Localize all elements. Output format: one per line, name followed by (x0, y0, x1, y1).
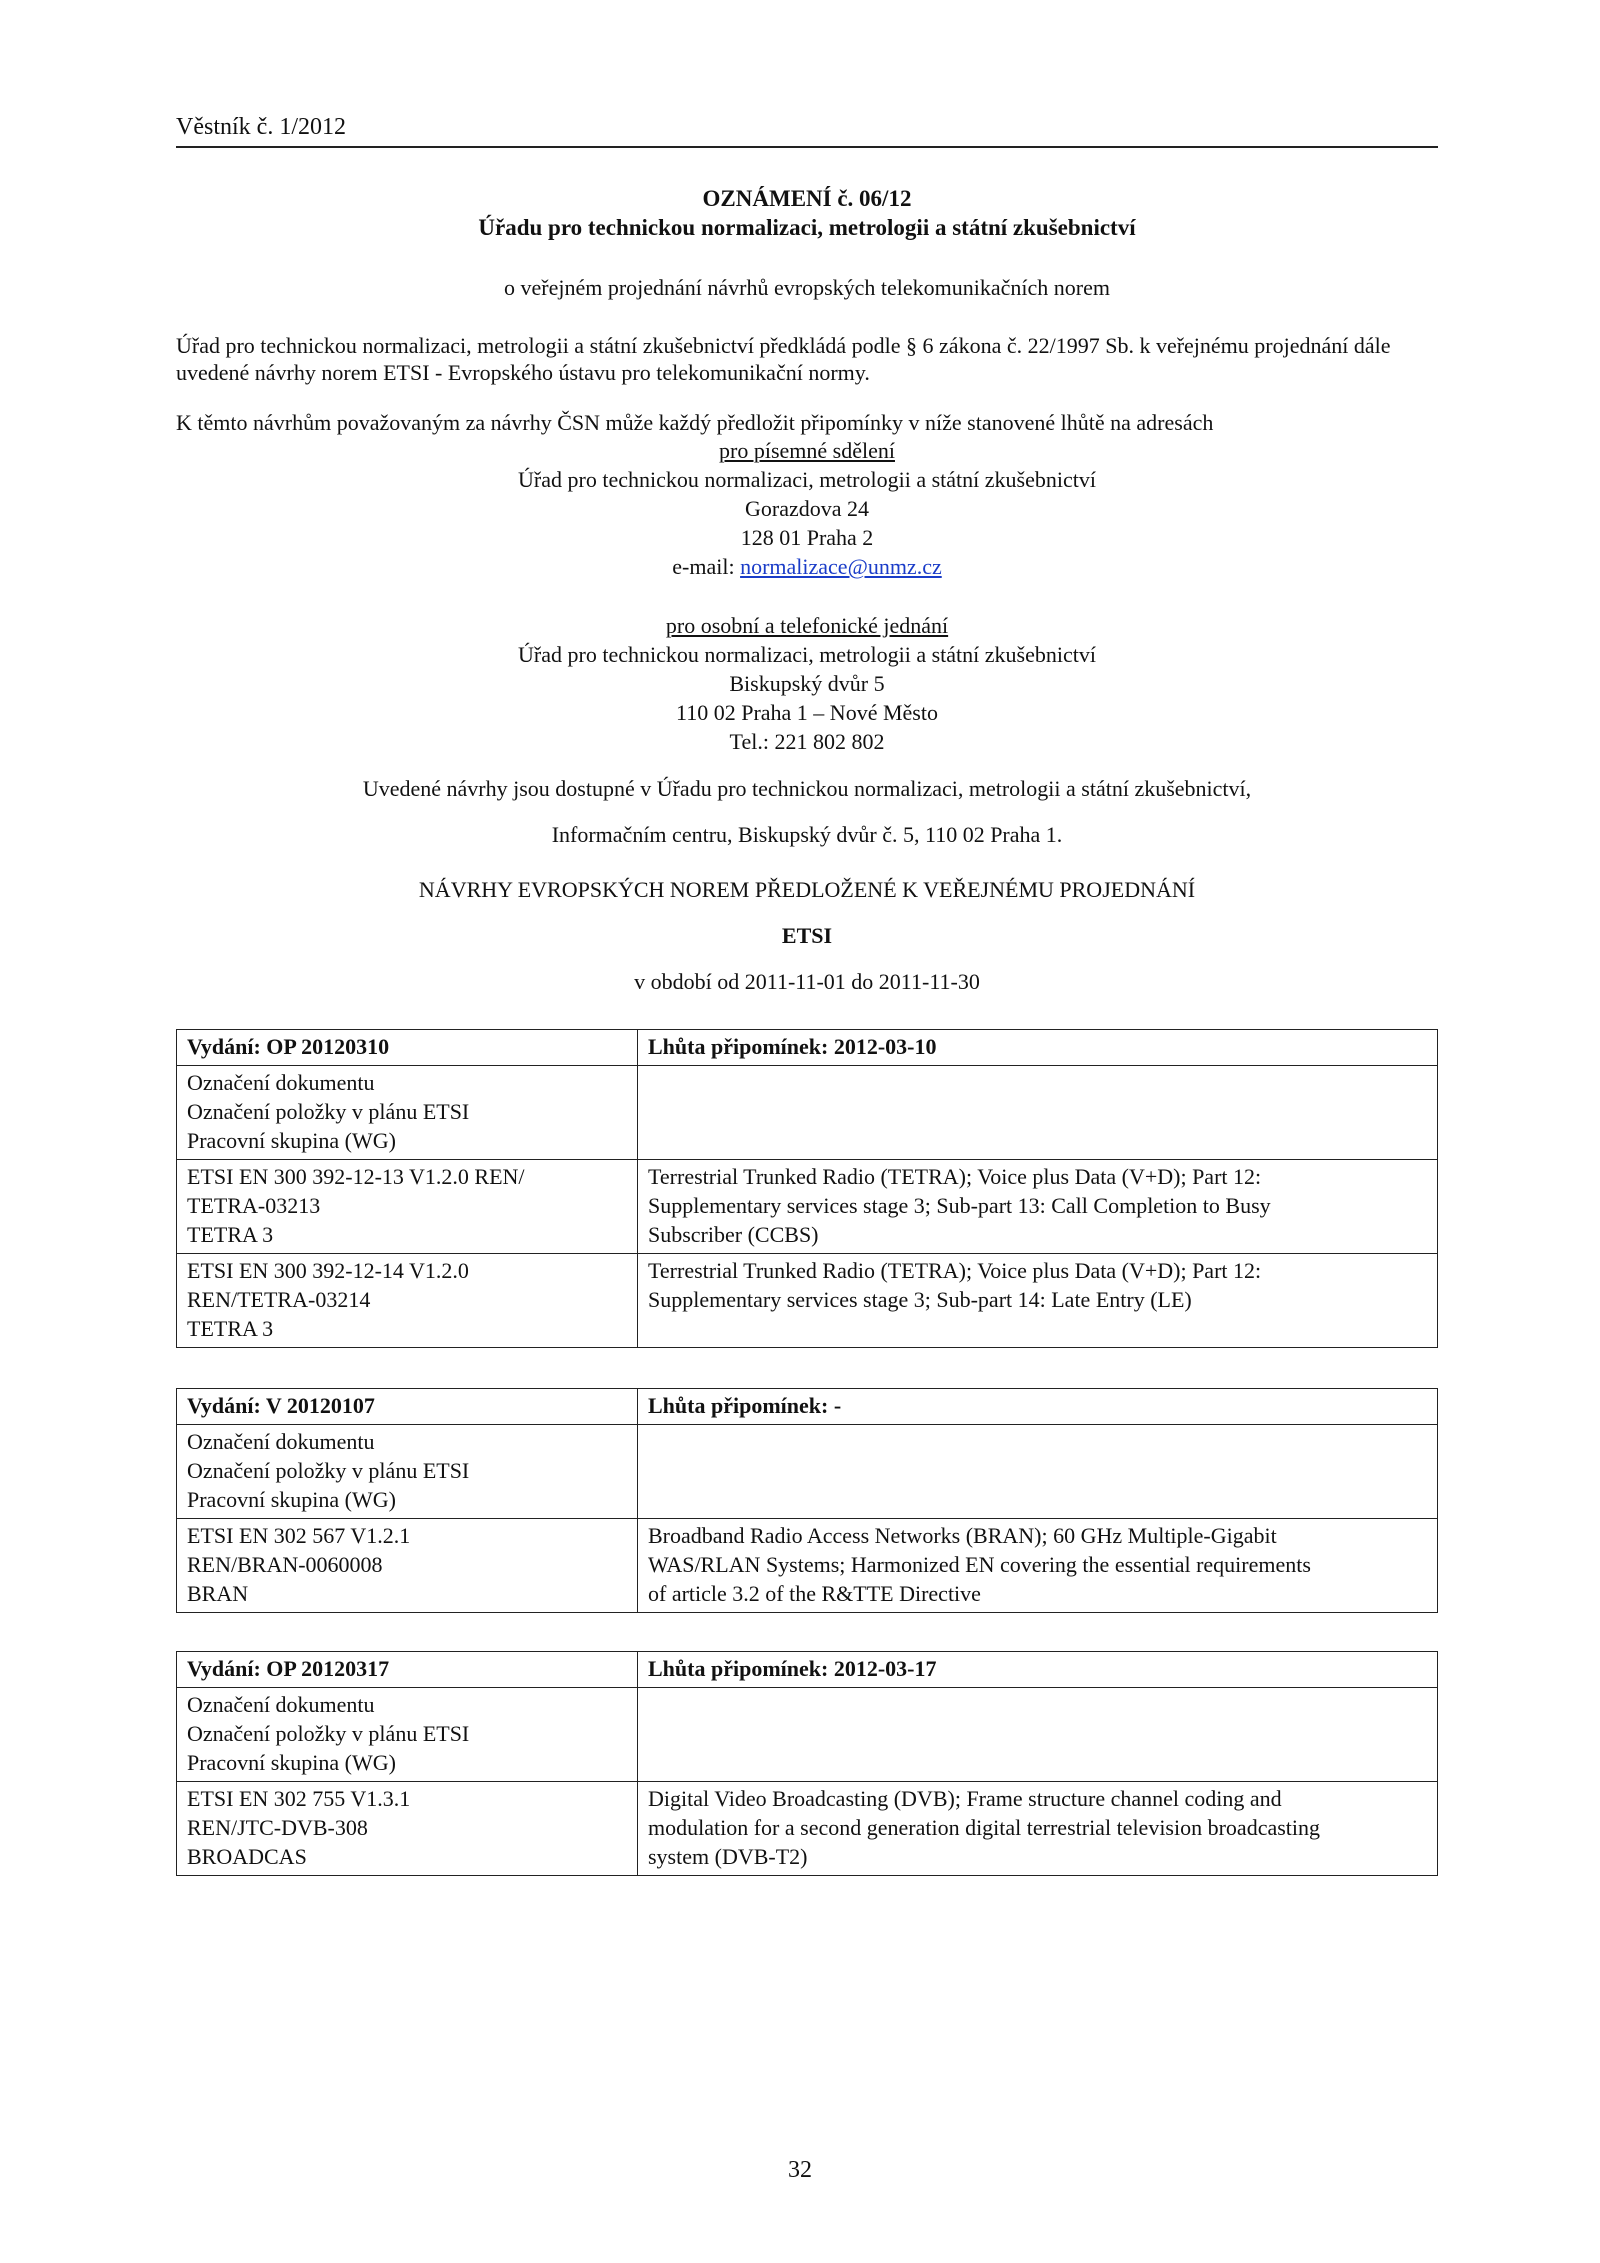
table-header-row (177, 1030, 1438, 1066)
document-id-line: ETSI EN 300 392-12-14 V1.2.0 (187, 1258, 469, 1283)
document-id-line: ETSI EN 302 567 V1.2.1 (187, 1523, 411, 1548)
legend-cell (177, 1066, 638, 1160)
legend-row (177, 1425, 1438, 1519)
availability-line-2: Informačním centru, Biskupský dvůr č. 5, 110 02 Praha 1. (551, 822, 1063, 847)
document-id-line: REN/JTC-DVB-308 (187, 1815, 368, 1840)
legend-line: Označení položky v plánu ETSI (187, 1721, 470, 1746)
document-id-line: REN/BRAN-0060008 (187, 1552, 383, 1577)
legend-line: Označení dokumentu (187, 1070, 375, 1095)
table-row (177, 1160, 1438, 1254)
document-title-line: Broadband Radio Access Networks (BRAN); 60 GHz Multiple-Gigabit (648, 1523, 1277, 1548)
written-address-block (176, 436, 1438, 581)
intro-paragraph-1: Úřad pro technickou normalizaci, metrologii a státní zkušebnictví předkládá podle § 6 zákona č. 22/1997 Sb. k veřejnému projednání dále uvedené návrhy norem ETSI - Evropského ústavu pro telekomunikační normy. (176, 333, 1391, 385)
document-id-line: REN/TETRA-03214 (187, 1287, 371, 1312)
personal-heading: pro osobní a telefonické jednání (665, 613, 949, 638)
personal-street: Biskupský dvůr 5 (729, 671, 885, 696)
written-email-line (176, 552, 1438, 581)
page-number: 32 (788, 2157, 812, 2183)
document-title-cell (638, 1519, 1438, 1613)
deadline-cell: Lhůta připomínek: 2012-03-10 (638, 1030, 1438, 1066)
document-title-cell (638, 1160, 1438, 1254)
document-id-line: TETRA-03213 (187, 1193, 321, 1218)
personal-org: Úřad pro technickou normalizaci, metrologii a státní zkušebnictví (518, 642, 1096, 667)
legend-line: Označení položky v plánu ETSI (187, 1099, 470, 1124)
document-title-cell (638, 1782, 1438, 1876)
document-id-line: TETRA 3 (187, 1316, 274, 1341)
legend-line: Pracovní skupina (WG) (187, 1487, 396, 1512)
written-street: Gorazdova 24 (744, 496, 869, 521)
issue-cell: Vydání: V 20120107 (177, 1389, 638, 1425)
legend-cell (177, 1688, 638, 1782)
legend-line: Označení položky v plánu ETSI (187, 1458, 470, 1483)
subtitle: o veřejném projednání návrhů evropských telekomunikačních norem (503, 275, 1111, 300)
document-title-line: Terrestrial Trunked Radio (TETRA); Voice plus Data (V+D); Part 12: (648, 1258, 1262, 1283)
legend-empty-cell (638, 1066, 1438, 1160)
document-id-line: TETRA 3 (187, 1222, 274, 1247)
standards-table-1 (176, 1029, 1438, 1348)
running-header: Věstník č. 1/2012 (176, 112, 1438, 148)
section-org: ETSI (781, 923, 833, 948)
personal-address-block (176, 611, 1438, 756)
section-period: v období od 2011-11-01 do 2011-11-30 (634, 969, 980, 994)
availability-line-1: Uvedené návrhy jsou dostupné v Úřadu pro technickou normalizaci, metrologii a státní zkušebnictví, (362, 776, 1252, 801)
written-org: Úřad pro technickou normalizaci, metrologii a státní zkušebnictví (518, 467, 1096, 492)
legend-line: Označení dokumentu (187, 1429, 375, 1454)
document-title-line: of article 3.2 of the R&TTE Directive (648, 1581, 981, 1606)
document-title-line: Digital Video Broadcasting (DVB); Frame structure channel coding and (648, 1786, 1282, 1811)
document-id-line: ETSI EN 300 392-12-13 V1.2.0 REN/ (187, 1164, 525, 1189)
issue-cell: Vydání: OP 20120310 (177, 1030, 638, 1066)
section-heading: NÁVRHY EVROPSKÝCH NOREM PŘEDLOŽENÉ K VEŘEJNÉMU PROJEDNÁNÍ (418, 877, 1196, 902)
document-title-line: Subscriber (CCBS) (648, 1222, 819, 1247)
written-city: 128 01 Praha 2 (740, 525, 874, 550)
deadline-cell: Lhůta připomínek: - (638, 1389, 1438, 1425)
document-title-line: system (DVB-T2) (648, 1844, 808, 1869)
deadline-cell: Lhůta připomínek: 2012-03-17 (638, 1652, 1438, 1688)
legend-line: Pracovní skupina (WG) (187, 1750, 396, 1775)
table-row (177, 1519, 1438, 1613)
document-id-cell (177, 1519, 638, 1613)
document-id-cell (177, 1254, 638, 1348)
document-title-cell (638, 1254, 1438, 1348)
document-id-line: BRAN (187, 1581, 249, 1606)
document-title-line: modulation for a second generation digital terrestrial television broadcasting (648, 1815, 1321, 1840)
legend-row (177, 1688, 1438, 1782)
issue-cell: Vydání: OP 20120317 (177, 1652, 638, 1688)
table-header-row (177, 1389, 1438, 1425)
document-id-cell (177, 1160, 638, 1254)
document-id-cell (177, 1782, 638, 1876)
document-title-line: Terrestrial Trunked Radio (TETRA); Voice plus Data (V+D); Part 12: (648, 1164, 1262, 1189)
table-row (177, 1782, 1438, 1876)
written-heading: pro písemné sdělení (719, 438, 895, 463)
announcement-title (176, 184, 1438, 242)
title-line-2: Úřadu pro technickou normalizaci, metrologii a státní zkušebnictví (478, 215, 1136, 240)
document-title-line: Supplementary services stage 3; Sub-part 13: Call Completion to Busy (648, 1193, 1271, 1218)
email-label: e-mail: (672, 554, 741, 579)
document-title-line: Supplementary services stage 3; Sub-part 14: Late Entry (LE) (648, 1287, 1192, 1312)
legend-line: Pracovní skupina (WG) (187, 1128, 396, 1153)
table-row (177, 1254, 1438, 1348)
standards-table-3 (176, 1651, 1438, 1876)
personal-city: 110 02 Praha 1 – Nové Město (676, 700, 938, 725)
intro-paragraph-2: K těmto návrhům považovaným za návrhy ČSN může každý předložit připomínky v níže stanovené lhůtě na adresách (176, 410, 1214, 435)
legend-empty-cell (638, 1688, 1438, 1782)
standards-table-2 (176, 1388, 1438, 1613)
legend-row (177, 1066, 1438, 1160)
email-link[interactable]: normalizace@unmz.cz (740, 554, 942, 579)
document-title-line: WAS/RLAN Systems; Harmonized EN covering the essential requirements (648, 1552, 1311, 1577)
personal-tel: Tel.: 221 802 802 (729, 729, 885, 754)
legend-line: Označení dokumentu (187, 1692, 375, 1717)
legend-empty-cell (638, 1425, 1438, 1519)
document-id-line: ETSI EN 302 755 V1.3.1 (187, 1786, 411, 1811)
legend-cell (177, 1425, 638, 1519)
table-header-row (177, 1652, 1438, 1688)
document-id-line: BROADCAS (187, 1844, 307, 1869)
title-line-1: OZNÁMENÍ č. 06/12 (702, 186, 912, 211)
